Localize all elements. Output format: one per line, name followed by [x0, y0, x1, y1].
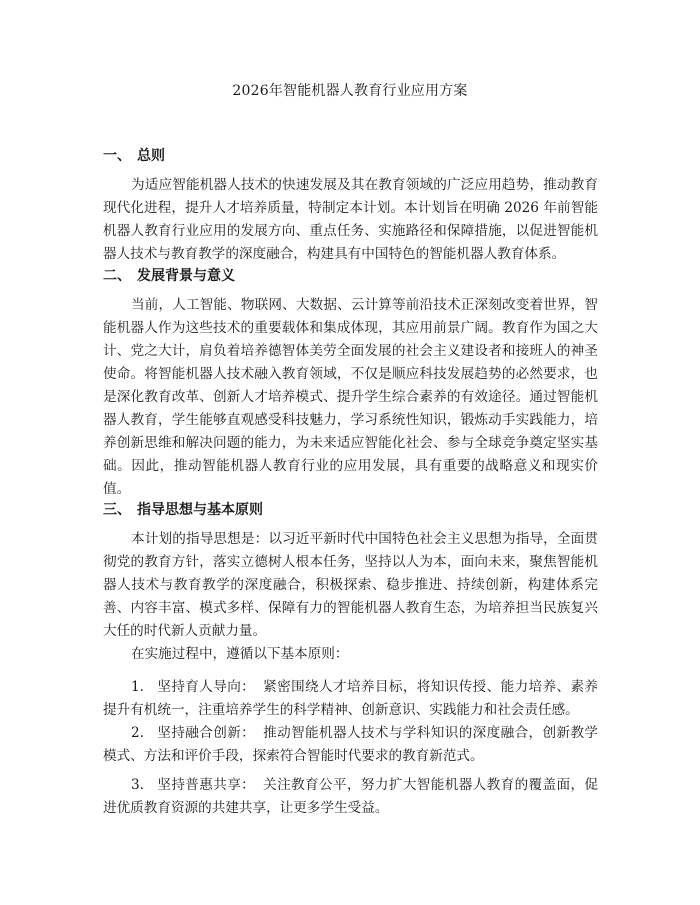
- section-number: 一、: [103, 148, 131, 164]
- list-item: [103, 722, 598, 768]
- document-title: 2026年智能机器人教育行业应用方案: [232, 83, 468, 99]
- paragraph: 在实施过程中，遵循以下基本原则：: [131, 646, 349, 662]
- paragraph: 为适应智能机器人技术的快速发展及其在教育领域的广泛应用趋势，推动教育现代化进程，提升人才培养质量，特制定本计划。本计划旨在明确 2026 年前智能机器人教育行业应用的发展方向、重点任务、实施路径和保障措施，以促进智能机器人技术与教育教学的深度融合，构建具有中国特色的智能机器人教育体系。: [103, 177, 598, 262]
- list-item: [103, 774, 598, 820]
- section-heading-principles: [103, 500, 603, 520]
- list-item-text: 紧密围绕人才培养目标，将知识传授、能力培养、素养提升有机统一，注重培养学生的科学精神、创新意识、实践能力和社会责任感。: [103, 679, 599, 718]
- section-title: 发展背景与意义: [137, 268, 235, 284]
- paragraph: 当前，人工智能、物联网、大数据、云计算等前沿技术正深刻改变着世界，智能机器人作为这些技术的重要载体和集成体现，其应用前景广阔。教育作为国之大计、党之大计，肩负着培养德智体美劳全面发展的社会主义建设者和接班人的神圣使命。将智能机器人技术融入教育领域，不仅是顺应科技发展趋势的必然要求，也是深化教育改革、创新人才培养模式、提升学生综合素养的有效途径。通过智能机器人教育，学生能够直观感受科技魅力，学习系统性知识，锻炼动手实践能力，培养创新思维和解决问题的能力，为未来适应智能化社会、参与全球竞争奠定坚实基础。因此，推动智能机器人教育行业的应用发展，具有重要的战略意义和现实价值。: [103, 297, 598, 497]
- list-item-text: 关注教育公平，努力扩大智能机器人教育的覆盖面，促进优质教育资源的共建共享，让更多学生受益。: [103, 777, 599, 816]
- list-item-number: 3.: [131, 777, 144, 793]
- list-item: [103, 676, 598, 722]
- list-item-label: 坚持育人导向：: [157, 679, 256, 695]
- section-number: 二、: [103, 268, 131, 284]
- section-number: 三、: [103, 502, 131, 518]
- section-heading-background: [103, 266, 603, 286]
- list-item-label: 坚持普惠共享：: [157, 777, 256, 793]
- list-item-number: 1.: [131, 679, 144, 695]
- section-heading-general: [103, 146, 603, 166]
- section-title: 总则: [137, 148, 165, 164]
- list-item-label: 坚持融合创新：: [157, 725, 256, 741]
- paragraph: 本计划的指导思想是：以习近平新时代中国特色社会主义思想为指导，全面贯彻党的教育方针，落实立德树人根本任务，坚持以人为本，面向未来，聚焦智能机器人技术与教育教学的深度融合，积极探索、稳步推进、持续创新，构建体系完善、内容丰富、模式多样、保障有力的智能机器人教育生态，为培养担当民族复兴大任的时代新人贡献力量。: [103, 531, 598, 639]
- section-title: 指导思想与基本原则: [137, 502, 263, 518]
- list-item-number: 2.: [131, 725, 144, 741]
- list-item-text: 推动智能机器人技术与学科知识的深度融合，创新教学模式、方法和评价手段，探索符合智能时代要求的教育新范式。: [103, 725, 599, 764]
